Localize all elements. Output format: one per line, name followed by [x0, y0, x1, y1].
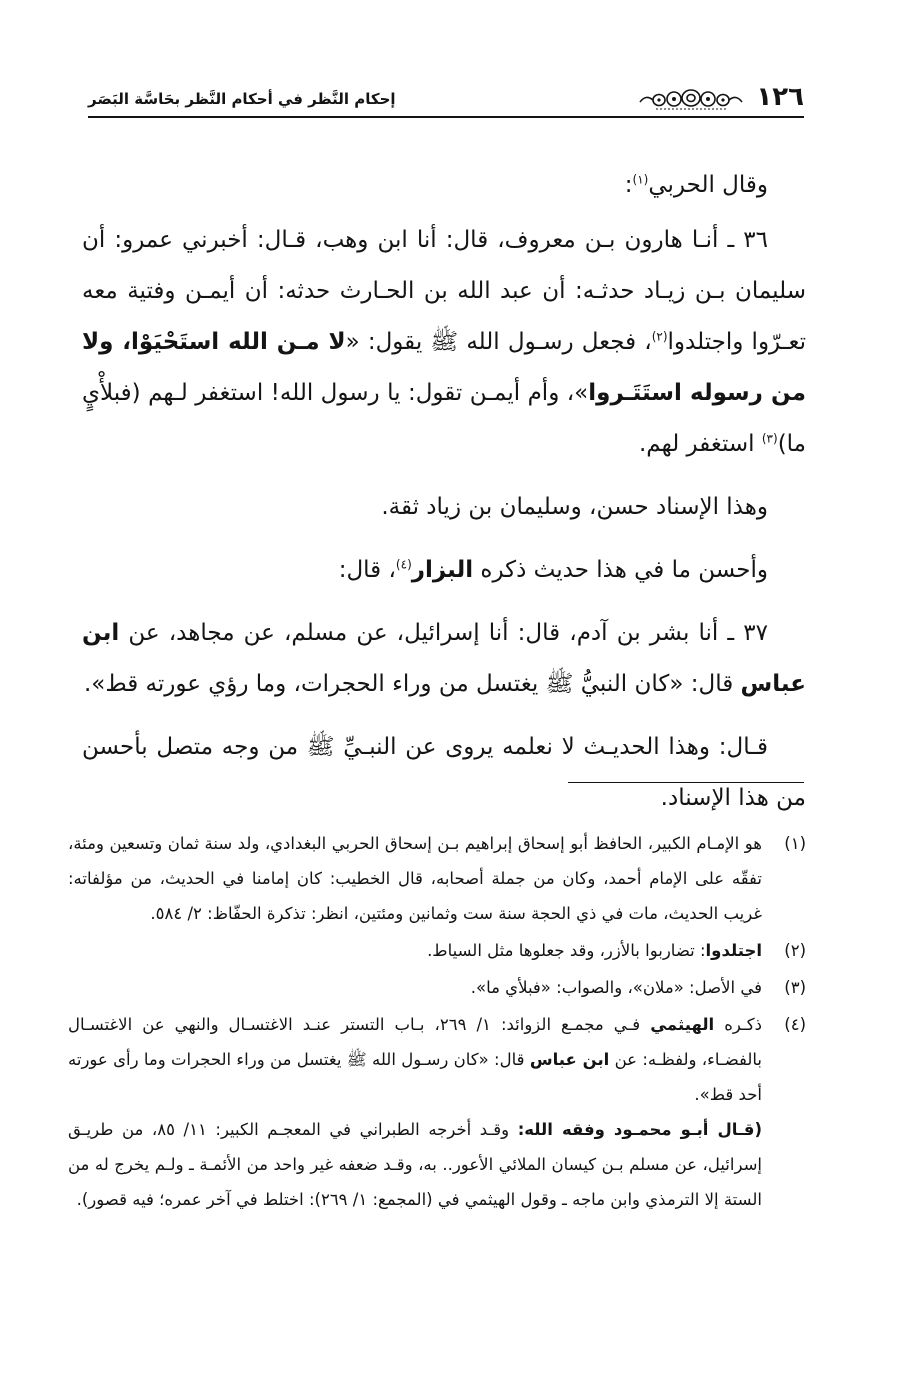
- footnote-ref[interactable]: (٣): [761, 431, 778, 446]
- footnote-term: اجتلدوا: [705, 941, 762, 960]
- footnote-text: [68, 933, 762, 968]
- text-run: ، قال:: [338, 557, 396, 583]
- footnote-number: (٣): [784, 978, 806, 997]
- text-run: ذكـره: [714, 1015, 763, 1034]
- text-run: : تضاربوا بالأزر، وقد جعلوها مثل السياط.: [427, 941, 706, 960]
- footnote-number: (٤): [784, 1015, 806, 1034]
- footnote-text: هو الإمـام الكبير، الحافظ أبو إسحاق إبراهيم بـن إسحاق الحربي البغدادي، ولد سنة ثمان وتسعين ومئة، تفقّه على الإمام أحمد، وكان من جملة أصحابه، قال الخطيب: كان إمامنا في الحديث، من مؤلفاته: غريب الحديث، مات في ذي الحجة سنة ست وثمانين ومئتين، انظر: تذكرة الحفّاظ: ٢/ ٥٨٤.: [68, 834, 762, 923]
- editor-note: [68, 1112, 762, 1217]
- text-run: وأحسن ما في هذا حديث ذكره: [473, 557, 768, 583]
- footnote-ref[interactable]: (٢): [651, 329, 668, 344]
- text-run: ٣٦ ـ أنـا هارون بـن معروف، قال: أنا ابن وهب، قـال: أخبرني عمرو: أن سليمان بـن زيـاد حدثـه: أن عبد الله بن الحـارث حدثه: أن أيمـن وفتية معه تعـرّوا واجتلدوا: [82, 227, 806, 355]
- text-run: ٣٧ ـ أنا بشر بن آدم، قال: أنا إسرائيل، عن مسلم، عن مجاهد، عن: [119, 620, 768, 646]
- footnote-number: (١): [784, 834, 806, 853]
- hadith-37: [82, 608, 806, 710]
- scholar-name: الهيثمي: [650, 1015, 715, 1034]
- scholar-name: البزار: [411, 557, 474, 583]
- footnote-2: [68, 933, 806, 968]
- footnote-ref[interactable]: (٤): [395, 557, 412, 572]
- main-text: [82, 160, 806, 836]
- text-run: قال: «كان النبيُّ ﷺ يغتسل من وراء الحجرات، وما رؤي عورته قط».: [83, 671, 741, 697]
- text-run: قال: «كان رسـول الله ﷺ يغتسل من وراء الحجرات وما رأى عورته أحد قط».: [68, 1050, 762, 1104]
- footnote-number: (٢): [784, 941, 806, 960]
- footnote-text: [68, 1007, 762, 1112]
- paragraph-bazzar: [82, 545, 806, 596]
- text-run: استغفر لهم.: [638, 431, 762, 457]
- hadith-quote: لا مـن الله استَحْيَوْا، ولا من رسوله استَتَـروا: [82, 329, 806, 406]
- text-run: فـي مجمـع الزوائد: ١/ ٢٦٩، بـاب التستر عنـد الاغتسـال والنهي عن الاغتسـال بالفضـاء، ولفظـه: عن: [68, 1015, 762, 1069]
- paragraph-isnad: وهذا الإسناد حسن، وسليمان بن زياد ثقة.: [381, 494, 768, 520]
- text-run: وقال الحربي: [648, 172, 768, 198]
- editor-label: (قـال أبـو محمـود وفقه الله:: [517, 1120, 762, 1139]
- paragraph-closing: قـال: وهذا الحديـث لا نعلمه يروى عن النبـيِّ ﷺ من وجه متصل بأحسن من هذا الإسناد.: [82, 734, 806, 811]
- running-header: [88, 78, 804, 112]
- footnote-separator: [568, 782, 804, 783]
- footnote-4: [68, 1007, 806, 1217]
- ornament-icon: [636, 86, 746, 112]
- hadith-36: [82, 215, 806, 470]
- narrator-name: ابن عباس: [82, 620, 806, 697]
- footnote-ref[interactable]: (١): [632, 172, 649, 187]
- footnote-3: [68, 970, 806, 1005]
- paragraph-intro: [82, 160, 806, 211]
- text-run: وقـد أخرجه الطبراني في المعجـم الكبير: ١١/ ٨٥، من طريـق إسرائيل، عن مسلم بـن كيسان الملائي الأعور.. به، وقـد ضعفه غير واحد من الأئمـة ـ ولـم يخرج له من الستة إلا الترمذي وابن ماجه ـ وقول الهيثمي في (المجمع: ١/ ٢٦٩): اختلط في آخر عمره؛ فيه قصور).: [68, 1120, 762, 1209]
- footnote-1: [68, 826, 806, 931]
- footnotes: [68, 826, 806, 1219]
- footnote-text: في الأصل: «ملان»، والصواب: «فبلأي ما».: [470, 978, 762, 997]
- text-run: :: [624, 172, 633, 198]
- narrator-name: ابن عباس: [529, 1050, 610, 1069]
- text-run: ، فجعل رسـول الله ﷺ يقول: «: [345, 329, 652, 355]
- header-rule: [88, 116, 804, 118]
- text-run: »، وأم أيمـن تقول: يا رسول الله! استغفر لـهم (فبلأْيٍ ما): [82, 380, 806, 457]
- running-title: إحكام النَّظر في أحكام النَّظر بحَاسَّة البَصَر: [88, 90, 396, 108]
- page-number: ١٢٦: [756, 82, 804, 112]
